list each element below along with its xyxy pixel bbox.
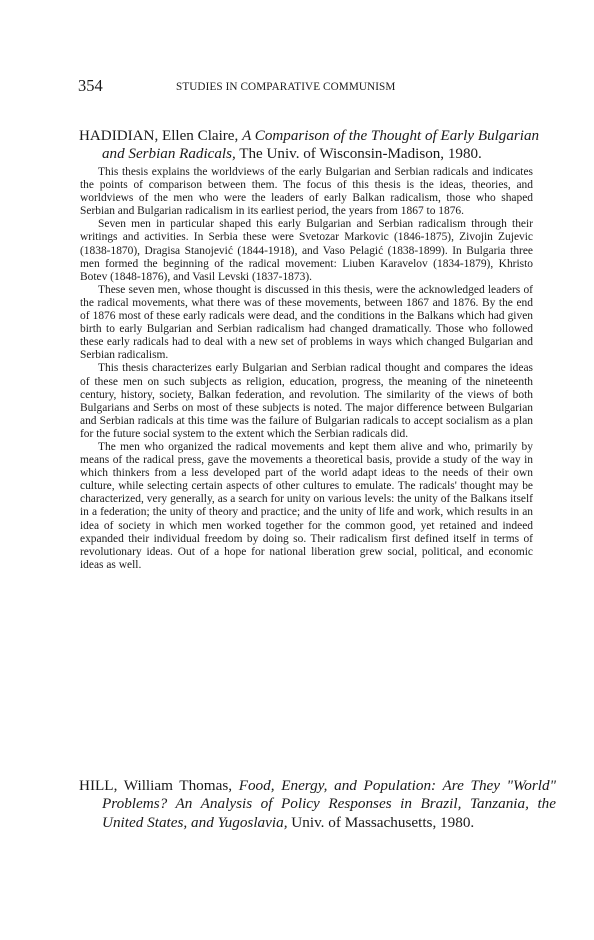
entry-institution: Univ. of Massachusetts, 1980. xyxy=(291,813,475,831)
entry-institution: The Univ. of Wisconsin-Madison, 1980. xyxy=(239,146,482,162)
abstract-paragraph: These seven men, whose thought is discussed in this thesis, were the acknowledged leaders of the radical movements, what there was of these movements, between 1867 and 1876. By the end of 1876 most of these early radicals were dead, and the conditions in the Balkans which had given birth to early Bulgarian and Serbian radicalism had changed dramatically. Those who followed these early radicals had to deal with a new set of problems in ways which changed Bulgarian and Serbian radicalism. xyxy=(80,283,533,362)
running-head: STUDIES IN COMPARATIVE COMMUNISM xyxy=(176,81,396,93)
page-number: 354 xyxy=(78,76,103,95)
entry-title: A Comparison of the Thought of Early Bulgarian and Serbian Radicals, xyxy=(102,128,540,162)
abstract-paragraph: This thesis explains the worldviews of the early Bulgarian and Serbian radicals and indicates the points of comparison between them. The focus of this thesis is the ideas, theories, and worldviews of the men who were the leaders of early Balkan radicalism, those who shaped Serbian and Bulgarian radicalism in its earliest period, the years from 1867 to 1876. xyxy=(80,166,533,218)
abstract-paragraph: The men who organized the radical movements and kept them alive and who, primarily by means of the radical press, gave the movements a theoretical basis, provide a study of the way in which thinkers from a less developed part of the world adapt ideas to the needs of their own culture, while selecting certain aspects of other cultures to emulate. The radicals' thought may be characterized, very generally, as a search for unity on various levels: the unity of the Balkans itself in a federation; the unity of theory and practice; and the unity of life and work, which results in an idea of society in which men worked together for the common good, yet retained and indeed expanded their individual freedom by doing so. Their radicalism first defined itself in terms of revolutionary ideas. Out of a hope for national liberation grew social, political, and economic ideas as well. xyxy=(80,440,533,571)
abstract-paragraph: Seven men in particular shaped this early Bulgarian and Serbian radicalism through their writings and activities. In Serbia these were Svetozar Markovic (1846-1875), Zivojin Zujevic (1838-1870), Dragisa Stanojević (1844-1918), and Vaso Pelagić (1838-1899). In Bulgaria three men formed the beginning of the radical movement: Liuben Karavelov (1834-1879), Khristo Botev (1848-1876), and Vasil Levski (1837-1873). xyxy=(80,218,533,283)
entry-author: HILL, William Thomas, xyxy=(79,777,233,794)
abstract-hadidian xyxy=(80,166,533,572)
entry-author: HADIDIAN, Ellen Claire, xyxy=(79,128,239,144)
entry-heading-hadidian xyxy=(79,127,556,163)
entry-heading-hill xyxy=(79,777,556,832)
entry-title: Food, Energy, and Population: Are They "World" Problems? An Analysis of Policy Responses in Brazil, Tanzania, the United States, and Yugoslavia, xyxy=(102,777,556,831)
abstract-paragraph: This thesis characterizes early Bulgarian and Serbian radical thought and compares the ideas of these men on such subjects as religion, education, progress, the meaning of the nineteenth century, history, society, Balkan federation, and revolution. The similarity of the views of both Bulgarians and Serbs on most of these subjects is noted. The major difference between Bulgarian and Serbian radicals at this time was the failure of Bulgarian radicals to accept socialism as a plan for the future social system to the extent which the Serbian radicals did. xyxy=(80,362,533,440)
